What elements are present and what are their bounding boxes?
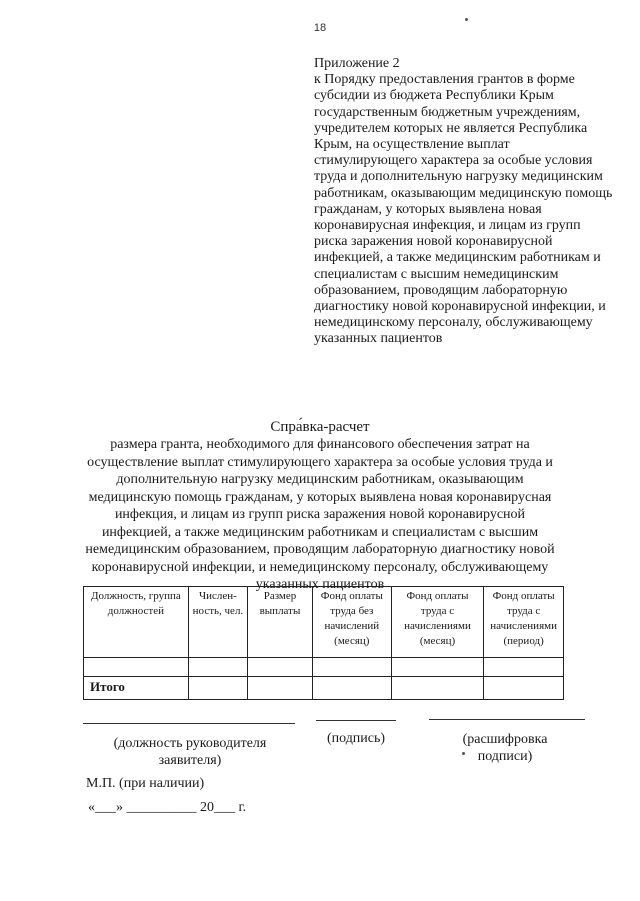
table-cell bbox=[312, 658, 391, 677]
calculation-table bbox=[83, 586, 564, 700]
table-cell bbox=[312, 677, 391, 700]
table-cell bbox=[248, 658, 313, 677]
scan-speck bbox=[462, 752, 465, 755]
position-label: (должность руководителя заявителя) bbox=[113, 736, 267, 768]
date-line: «___» __________ 20___ г. bbox=[88, 800, 247, 815]
table-cell bbox=[248, 677, 313, 700]
table-row bbox=[84, 658, 564, 677]
stamp-label: М.П. (при наличии) bbox=[86, 776, 205, 791]
table-cell bbox=[484, 658, 564, 677]
header-fund-with-charges-month: Фонд оплаты труда с начислениями (месяц) bbox=[391, 587, 484, 658]
table-cell bbox=[391, 658, 484, 677]
signature-line bbox=[316, 720, 396, 721]
decode-signature-line bbox=[429, 719, 585, 720]
appendix-text: к Порядку предоставления грантов в форме субсидии из бюджета Республики Крым государственным бюджетным учреждениям, учредителем которых не является Республика Крым, на осуществление выплат стимулирующего характера за особые условия труда и дополнительную нагрузку медицинским работникам, оказывающим медицинскую помощь гражданам, у которых выявлена новая коронавирусная инфекция, и лицам из групп риска заражения новой коронавирусной инфекцией, а также медицинским работникам и специалистам с высшим немедицинским образованием, проводящим лабораторную диагностику новой коронавирусной инфекции, и немедицинскому персоналу, обслуживающему указанных пациентов bbox=[314, 72, 613, 347]
decode-label: (расшифровка подписи) bbox=[462, 732, 548, 764]
table-cell bbox=[391, 677, 484, 700]
sign-label: (подпись) bbox=[326, 731, 386, 746]
total-label: Итого bbox=[84, 677, 189, 700]
table-cell bbox=[188, 677, 247, 700]
header-payment-size: Размер выплаты bbox=[248, 587, 313, 658]
scan-speck bbox=[465, 18, 468, 21]
header-headcount: Числен-ность, чел. bbox=[188, 587, 247, 658]
page-number: 18 bbox=[313, 22, 327, 34]
appendix-title: Приложение 2 bbox=[314, 56, 400, 71]
table-cell bbox=[484, 677, 564, 700]
header-fund-with-charges-period: Фонд оплаты труда с начислениями (период) bbox=[484, 587, 564, 658]
table-cell bbox=[188, 658, 247, 677]
table-cell bbox=[84, 658, 189, 677]
document-subtitle: размера гранта, необходимого для финансового обеспечения затрат на осуществление выплат стимулирующего характера за особые условия труда и дополнительную нагрузку медицинским работникам, оказывающим медицинскую помощь гражданам, у которых выявлена новая коронавирусная инфекция, и лицам из групп риска заражения новой коронавирусной инфекцией, а также медицинским работникам и специалистам с высшим немедицинским образованием, проводящим лабораторную диагностику новой коронавирусной инфекции, и немедицинскому персоналу, обслуживающему указанных пациентов bbox=[85, 437, 555, 592]
appendix-block bbox=[314, 56, 614, 348]
header-position: Должность, группа должностей bbox=[84, 587, 189, 658]
table-total-row bbox=[84, 677, 564, 700]
document-title: Спра́вка-расчет bbox=[270, 419, 370, 435]
header-fund-without-charges: Фонд оплаты труда без начислений (месяц) bbox=[312, 587, 391, 658]
table-header-row bbox=[84, 587, 564, 658]
position-signature-line bbox=[83, 723, 295, 724]
